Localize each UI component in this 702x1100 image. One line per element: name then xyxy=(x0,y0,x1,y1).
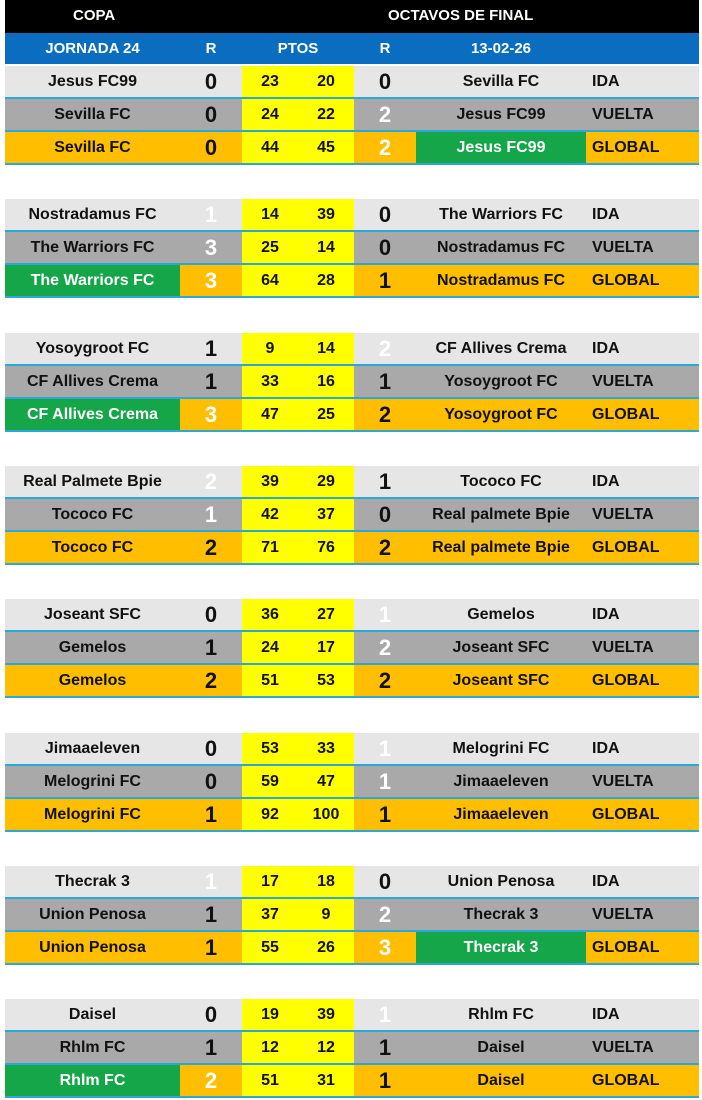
match-row-vuelta xyxy=(5,899,699,932)
away-team: CF Allives Crema xyxy=(416,333,586,364)
leg-type: VUELTA xyxy=(588,499,699,530)
home-points: 42 xyxy=(242,499,298,530)
away-team: Union Penosa xyxy=(416,866,586,897)
away-team: Joseant SFC xyxy=(416,665,586,696)
away-points: 37 xyxy=(298,499,354,530)
away-points: 12 xyxy=(298,1032,354,1063)
tie-group xyxy=(5,866,699,967)
home-team: The Warriors FC xyxy=(5,232,180,263)
away-result: 1 xyxy=(356,265,414,296)
away-result: 2 xyxy=(356,333,414,364)
home-points: 17 xyxy=(242,866,298,897)
away-points: 39 xyxy=(298,999,354,1030)
away-points: 39 xyxy=(298,199,354,230)
home-team: Nostradamus FC xyxy=(5,199,180,230)
home-result: 3 xyxy=(182,232,240,263)
away-points: 18 xyxy=(298,866,354,897)
home-team: Yosoygroot FC xyxy=(5,333,180,364)
round-label: JORNADA 24 xyxy=(45,40,140,57)
home-points: 59 xyxy=(242,766,298,797)
away-points: 28 xyxy=(298,265,354,296)
leg-type: GLOBAL xyxy=(588,665,699,696)
away-points: 33 xyxy=(298,733,354,764)
tie-group xyxy=(5,333,699,434)
home-team: Daisel xyxy=(5,999,180,1030)
match-row-ida xyxy=(5,199,699,232)
home-result: 1 xyxy=(182,866,240,897)
home-team: Tococo FC xyxy=(5,499,180,530)
leg-type: IDA xyxy=(588,199,699,230)
match-row-ida xyxy=(5,866,699,899)
leg-type: IDA xyxy=(588,999,699,1030)
home-result: 0 xyxy=(182,66,240,97)
away-team: Yosoygroot FC xyxy=(416,399,586,430)
away-result: 0 xyxy=(356,199,414,230)
away-team: Rhlm FC xyxy=(416,999,586,1030)
home-result: 1 xyxy=(182,199,240,230)
away-points: 100 xyxy=(298,799,354,830)
tie-group xyxy=(5,733,699,834)
away-team: Thecrak 3 xyxy=(416,932,586,963)
away-points: 29 xyxy=(298,466,354,497)
home-result: 0 xyxy=(182,999,240,1030)
home-result: 0 xyxy=(182,132,240,163)
home-team: Jimaaeleven xyxy=(5,733,180,764)
home-points: 36 xyxy=(242,599,298,630)
home-points: 23 xyxy=(242,66,298,97)
leg-type: VUELTA xyxy=(588,899,699,930)
away-team: Jimaaeleven xyxy=(416,766,586,797)
away-team: Tococo FC xyxy=(416,466,586,497)
away-team: Joseant SFC xyxy=(416,632,586,663)
leg-type: VUELTA xyxy=(588,632,699,663)
home-points: 24 xyxy=(242,99,298,130)
tie-group xyxy=(5,999,699,1100)
home-points: 9 xyxy=(242,333,298,364)
away-result: 1 xyxy=(356,766,414,797)
match-row-ida xyxy=(5,999,699,1032)
match-row-ida xyxy=(5,599,699,632)
leg-type: IDA xyxy=(588,599,699,630)
home-result: 2 xyxy=(182,466,240,497)
home-result: 0 xyxy=(182,766,240,797)
tie-group xyxy=(5,199,699,300)
away-points: 27 xyxy=(298,599,354,630)
home-result: 1 xyxy=(182,366,240,397)
home-points: 39 xyxy=(242,466,298,497)
away-team: Yosoygroot FC xyxy=(416,366,586,397)
home-points: 14 xyxy=(242,199,298,230)
leg-type: VUELTA xyxy=(588,232,699,263)
home-result: 3 xyxy=(182,265,240,296)
away-result-header: R xyxy=(379,40,391,57)
home-team: Rhlm FC xyxy=(5,1065,180,1096)
home-points: 37 xyxy=(242,899,298,930)
away-result: 2 xyxy=(356,899,414,930)
leg-type: GLOBAL xyxy=(588,265,699,296)
away-result: 2 xyxy=(356,399,414,430)
away-result: 1 xyxy=(356,999,414,1030)
home-team: Union Penosa xyxy=(5,932,180,963)
away-points: 9 xyxy=(298,899,354,930)
home-points: 24 xyxy=(242,632,298,663)
away-result: 1 xyxy=(356,366,414,397)
home-team: Tococo FC xyxy=(5,532,180,563)
match-row-global xyxy=(5,665,699,698)
away-team: Jesus FC99 xyxy=(416,132,586,163)
home-result: 2 xyxy=(182,532,240,563)
tie-group xyxy=(5,466,699,567)
home-result: 1 xyxy=(182,799,240,830)
leg-type: IDA xyxy=(588,866,699,897)
match-row-vuelta xyxy=(5,232,699,265)
home-result: 1 xyxy=(182,1032,240,1063)
home-result: 1 xyxy=(182,499,240,530)
home-team: The Warriors FC xyxy=(5,265,180,296)
home-result-header: R xyxy=(205,40,217,57)
away-team: Nostradamus FC xyxy=(416,232,586,263)
home-team: CF Allives Crema xyxy=(5,399,180,430)
home-points: 64 xyxy=(242,265,298,296)
away-points: 26 xyxy=(298,932,354,963)
match-row-vuelta xyxy=(5,499,699,532)
leg-type: IDA xyxy=(588,466,699,497)
column-header xyxy=(5,33,699,64)
away-team: Melogrini FC xyxy=(416,733,586,764)
home-points: 44 xyxy=(242,132,298,163)
stage-title: OCTAVOS DE FINAL xyxy=(388,7,534,24)
away-points: 17 xyxy=(298,632,354,663)
home-points: 51 xyxy=(242,665,298,696)
home-team: Jesus FC99 xyxy=(5,66,180,97)
home-points: 19 xyxy=(242,999,298,1030)
home-points: 51 xyxy=(242,1065,298,1096)
away-team: Jesus FC99 xyxy=(416,99,586,130)
match-row-global xyxy=(5,532,699,565)
leg-type: IDA xyxy=(588,733,699,764)
home-team: Melogrini FC xyxy=(5,766,180,797)
leg-type: IDA xyxy=(588,333,699,364)
leg-type: GLOBAL xyxy=(588,532,699,563)
home-result: 2 xyxy=(182,665,240,696)
leg-type: VUELTA xyxy=(588,99,699,130)
home-result: 1 xyxy=(182,632,240,663)
home-result: 0 xyxy=(182,599,240,630)
away-result: 2 xyxy=(356,532,414,563)
match-row-global xyxy=(5,132,699,165)
away-team: Jimaaeleven xyxy=(416,799,586,830)
away-points: 31 xyxy=(298,1065,354,1096)
tie-group xyxy=(5,599,699,700)
match-row-vuelta xyxy=(5,99,699,132)
leg-type: VUELTA xyxy=(588,366,699,397)
away-result: 1 xyxy=(356,799,414,830)
home-team: Union Penosa xyxy=(5,899,180,930)
away-result: 0 xyxy=(356,232,414,263)
away-result: 0 xyxy=(356,499,414,530)
away-points: 22 xyxy=(298,99,354,130)
away-points: 14 xyxy=(298,232,354,263)
away-points: 76 xyxy=(298,532,354,563)
match-row-global xyxy=(5,399,699,432)
home-points: 12 xyxy=(242,1032,298,1063)
match-row-vuelta xyxy=(5,632,699,665)
away-result: 0 xyxy=(356,866,414,897)
match-row-ida xyxy=(5,66,699,99)
match-row-global xyxy=(5,265,699,298)
away-points: 47 xyxy=(298,766,354,797)
leg-type: IDA xyxy=(588,66,699,97)
match-row-vuelta xyxy=(5,766,699,799)
match-row-vuelta xyxy=(5,1032,699,1065)
away-team: Daisel xyxy=(416,1032,586,1063)
home-team: CF Allives Crema xyxy=(5,366,180,397)
away-team: Thecrak 3 xyxy=(416,899,586,930)
away-points: 45 xyxy=(298,132,354,163)
away-result: 0 xyxy=(356,66,414,97)
match-row-ida xyxy=(5,733,699,766)
home-result: 1 xyxy=(182,899,240,930)
home-result: 1 xyxy=(182,932,240,963)
home-team: Gemelos xyxy=(5,632,180,663)
away-team: The Warriors FC xyxy=(416,199,586,230)
home-result: 1 xyxy=(182,333,240,364)
home-result: 3 xyxy=(182,399,240,430)
date-label: 13-02-26 xyxy=(470,40,532,57)
away-result: 1 xyxy=(356,466,414,497)
away-result: 1 xyxy=(356,733,414,764)
away-points: 16 xyxy=(298,366,354,397)
leg-type: GLOBAL xyxy=(588,132,699,163)
home-points: 55 xyxy=(242,932,298,963)
leg-type: GLOBAL xyxy=(588,932,699,963)
leg-type: GLOBAL xyxy=(588,799,699,830)
home-team: Rhlm FC xyxy=(5,1032,180,1063)
match-row-ida xyxy=(5,333,699,366)
home-team: Gemelos xyxy=(5,665,180,696)
competition-title: COPA xyxy=(73,7,116,24)
home-result: 0 xyxy=(182,99,240,130)
away-points: 53 xyxy=(298,665,354,696)
tie-group xyxy=(5,66,699,167)
away-result: 2 xyxy=(356,132,414,163)
match-row-global xyxy=(5,799,699,832)
home-points: 33 xyxy=(242,366,298,397)
away-result: 1 xyxy=(356,599,414,630)
away-result: 2 xyxy=(356,665,414,696)
away-result: 3 xyxy=(356,932,414,963)
home-points: 53 xyxy=(242,733,298,764)
home-points: 92 xyxy=(242,799,298,830)
home-team: Sevilla FC xyxy=(5,132,180,163)
home-team: Joseant SFC xyxy=(5,599,180,630)
home-result: 2 xyxy=(182,1065,240,1096)
home-points: 25 xyxy=(242,232,298,263)
home-team: Sevilla FC xyxy=(5,99,180,130)
leg-type: GLOBAL xyxy=(588,1065,699,1096)
match-row-global xyxy=(5,1065,699,1098)
home-team: Melogrini FC xyxy=(5,799,180,830)
away-points: 20 xyxy=(298,66,354,97)
leg-type: GLOBAL xyxy=(588,399,699,430)
away-team: Daisel xyxy=(416,1065,586,1096)
match-row-ida xyxy=(5,466,699,499)
home-points: 47 xyxy=(242,399,298,430)
home-points: 71 xyxy=(242,532,298,563)
leg-type: VUELTA xyxy=(588,766,699,797)
away-result: 2 xyxy=(356,632,414,663)
home-result: 0 xyxy=(182,733,240,764)
away-team: Gemelos xyxy=(416,599,586,630)
away-team: Real palmete Bpie xyxy=(416,499,586,530)
away-points: 14 xyxy=(298,333,354,364)
leg-type: VUELTA xyxy=(588,1032,699,1063)
home-team: Real Palmete Bpie xyxy=(5,466,180,497)
away-team: Nostradamus FC xyxy=(416,265,586,296)
match-row-vuelta xyxy=(5,366,699,399)
away-points: 25 xyxy=(298,399,354,430)
away-result: 2 xyxy=(356,99,414,130)
match-row-global xyxy=(5,932,699,965)
away-team: Real palmete Bpie xyxy=(416,532,586,563)
away-result: 1 xyxy=(356,1032,414,1063)
away-team: Sevilla FC xyxy=(416,66,586,97)
title-bar xyxy=(5,0,699,33)
points-header: PTOS xyxy=(277,40,319,57)
away-result: 1 xyxy=(356,1065,414,1096)
home-team: Thecrak 3 xyxy=(5,866,180,897)
